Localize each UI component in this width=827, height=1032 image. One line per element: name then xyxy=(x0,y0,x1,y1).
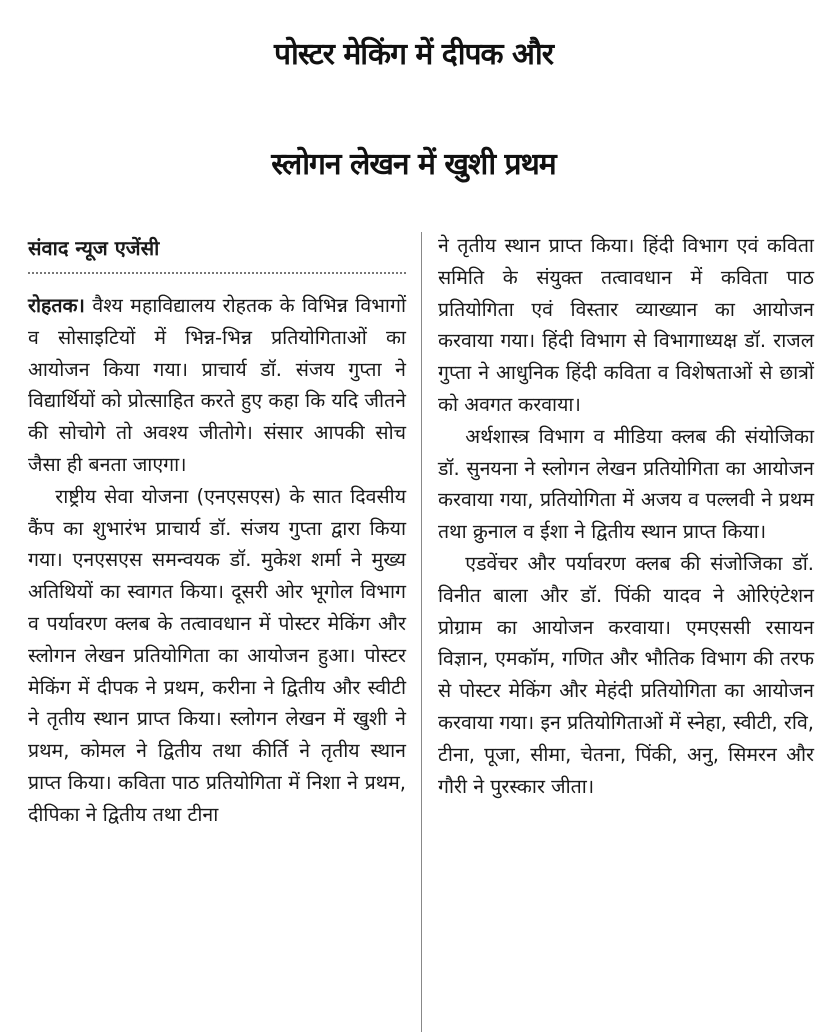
byline-divider xyxy=(28,272,406,274)
article-paragraph-1 xyxy=(28,290,406,481)
byline: संवाद न्यूज एजेंसी xyxy=(28,236,160,260)
article-paragraph-2: राष्ट्रीय सेवा योजना (एनएसएस) के सात दिवसीय कैंप का शुभारंभ प्राचार्य डॉ. संजय गुप्ता द्वारा किया गया। एनएसएस समन्वयक डॉ. मुकेश शर्मा ने मुख्य अतिथियों का स्वागत किया। दूसरी ओर भूगोल विभाग व पर्यावरण क्लब के तत्वावधान में पोस्टर मेकिंग और स्लोगन लेखन प्रतियोगिता का आयोजन हुआ। पोस्टर मेकिंग में दीपक ने प्रथम, करीना ने द्वितीय और स्वीटी ने तृतीय स्थान प्राप्त किया। स्लोगन लेखन में खुशी ने प्रथम, कोमल ने द्वितीय तथा कीर्ति ने तृतीय स्थान प्राप्त किया। कविता पाठ प्रतियोगिता में निशा ने प्रथम, दीपिका ने द्वितीय तथा टीना xyxy=(28,484,406,826)
column-divider xyxy=(421,232,422,1032)
article-paragraph-5: एडवेंचर और पर्यावरण क्लब की संजोजिका डॉ. विनीत बाला और डॉ. पिंकी यादव ने ओरिएंटेशन प्रोग्राम का आयोजन करवाया। एमएससी रसायन विज्ञान, एमकॉम, गणित और भौतिक विभाग की तरफ से पोस्टर मेकिंग और मेहंदी प्रतियोगिता का आयोजन करवाया गया। इन प्रतियोगिताओं में स्नेहा, स्वीटी, रवि, टीना, पूजा, सीमा, चेतना, पिंकी, अनु, सिमरन और गौरी ने पुरस्कार जीता। xyxy=(438,551,814,798)
headline-line-1: पोस्टर मेकिंग में दीपक और xyxy=(274,37,553,72)
article-paragraph-3: ने तृतीय स्थान प्राप्त किया। हिंदी विभाग एवं कविता समिति के संयुक्त तत्वावधान में कविता पाठ प्रतियोगिता एवं विस्तार व्याख्यान का आयोजन करवाया गया। हिंदी विभाग से विभागाध्यक्ष डॉ. राजल गुप्ता ने आधुनिक हिंदी कविता व विशेषताओं से छात्रों को अवगत करवाया। xyxy=(438,234,814,416)
article-column-right xyxy=(438,230,814,802)
article-paragraph-1-text: वैश्य महाविद्यालय रोहतक के विभिन्न विभागों व सोसाइटियों में भिन्न-भिन्न प्रतियोगिताओं का आयोजन किया गया। प्राचार्य डॉ. संजय गुप्ता ने विद्यार्थियों को प्रोत्साहित करते हुए कहा कि यदि जीतने की सोचोगे तो अवश्य जीतोगे। संसार आपकी सोच जैसा ही बनता जाएगा। xyxy=(28,294,406,476)
article-paragraph-4: अर्थशास्त्र विभाग व मीडिया क्लब की संयोजिका डॉ. सुनयना ने स्लोगन लेखन प्रतियोगिता का आयोजन करवाया गया, प्रतियोगिता में अजय व पल्लवी ने प्रथम तथा क्रुनाल व ईशा ने द्वितीय स्थान प्राप्त किया। xyxy=(438,424,814,544)
headline xyxy=(0,0,827,220)
dateline: रोहतक। xyxy=(28,294,85,317)
article-column-left xyxy=(28,232,406,831)
headline-line-2: स्लोगन लेखन में खुशी प्रथम xyxy=(271,147,556,182)
